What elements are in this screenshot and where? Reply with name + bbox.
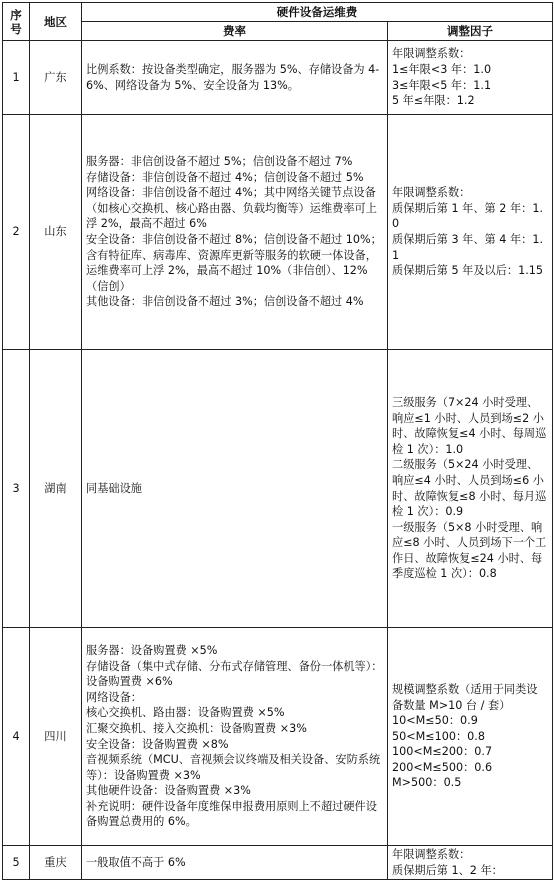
row-rate xyxy=(82,846,388,880)
header-row-2 xyxy=(3,22,553,41)
rate-line: 服务器：非信创设备不超过 5%；信创设备不超过 7% xyxy=(86,155,353,169)
table-row xyxy=(3,846,553,880)
factor-line: 质保期后第 1 年、第 2 年：1.0 xyxy=(392,201,544,231)
hardware-maintenance-table xyxy=(2,2,553,880)
factor-line: 年限调整系数： xyxy=(392,47,471,61)
row-rate xyxy=(82,41,388,115)
rate-line: 存储设备（集中式存储、分布式存储管理、备份一体机等）：设备购置费 ×6% xyxy=(86,659,383,689)
factor-line: 100<M≤200：0.7 xyxy=(392,745,493,759)
rate-line: 一般取值不高于 6% xyxy=(86,855,186,869)
rate-line: 安全设备：设备购置费 ×8% xyxy=(86,737,229,751)
row-region: 四川 xyxy=(30,628,82,846)
table-row xyxy=(3,628,553,846)
factor-line: 50<M≤100：0.8 xyxy=(392,729,485,743)
factor-line: 200<M≤500：0.6 xyxy=(392,760,493,774)
factor-line: 三级服务（7×24 小时受理、响应≤1 小时、人员到场≤2 小时、故障恢复≤4 小时、每周巡检 1 次）：1.0 xyxy=(392,395,547,456)
rate-line: 其他设备：非信创设备不超过 3%；信创设备不超过 4% xyxy=(86,295,364,309)
factor-line: 10<M≤50：0.9 xyxy=(392,714,478,728)
rate-line: 音视频系统（MCU、音视频会议终端及相关设备、安防系统等）：设备购置费 ×3% xyxy=(86,753,381,782)
header-rate: 费率 xyxy=(82,22,388,41)
row-number: 5 xyxy=(3,846,30,880)
row-factor xyxy=(388,115,553,350)
rate-line: 补充说明：硬件设备年度维保申报费用原则上不超过硬件设备购置总费用的 6%。 xyxy=(86,799,377,829)
row-factor xyxy=(388,41,553,115)
row-region: 山东 xyxy=(30,115,82,350)
factor-line: 3≤年限<5 年：1.1 xyxy=(392,78,492,92)
factor-line: M>500：0.5 xyxy=(392,776,462,790)
rate-line: 安全设备：非信创设备不超过 8%；信创设备不超过 10%；含有特征库、病毒库、资源库更新等服务的软硬一体设备，运维费率可上浮 2%，最高不超过 10%（非信创）、12%（信创） xyxy=(86,233,382,293)
row-number: 3 xyxy=(3,350,30,628)
factor-line: 年限调整系数： xyxy=(392,848,471,861)
row-number: 2 xyxy=(3,115,30,350)
factor-line: 1≤年限<3 年：1.0 xyxy=(392,62,492,76)
rate-line: 存储设备：非信创设备不超过 4%；信创设备不超过 5% xyxy=(86,170,364,184)
factor-line: 5 年≤年限：1.2 xyxy=(392,94,475,108)
rate-line: 比例系数：按设备类型确定，服务器为 5%、存储设备为 4-6%、网络设备为 5%、安全设备为 13%。 xyxy=(86,62,380,92)
rate-line: 网络设备： xyxy=(86,690,142,704)
header-seq: 序号 xyxy=(3,3,30,41)
header-factor: 调整因子 xyxy=(388,22,553,41)
rate-line: 汇聚交换机、接入交换机：设备购置费 ×3% xyxy=(86,721,307,735)
row-number: 1 xyxy=(3,41,30,115)
rate-line: 服务器：设备购置费 ×5% xyxy=(86,643,218,657)
rate-line: 网络设备：非信创设备不超过 4%；其中网络关键节点设备（如核心交换机、核心路由器、负载均衡等）运维费率可上浮 2%，最高不超过 6% xyxy=(86,186,377,231)
header-group: 硬件设备运维费 xyxy=(82,3,553,22)
row-region: 重庆 xyxy=(30,846,82,880)
row-factor xyxy=(388,628,553,846)
factor-line: 一级服务（5×8 小时受理、响应≤8 小时、人员到场下一个工作日、故障恢复≤24 小时、每季度巡检 1 次）：0.8 xyxy=(392,520,547,581)
rate-line: 同基础设施 xyxy=(86,481,142,495)
rate-line: 其他硬件设备：设备购置费 ×3% xyxy=(86,784,251,798)
table-row xyxy=(3,41,553,115)
row-rate xyxy=(82,628,388,846)
factor-line: 年限调整系数： xyxy=(392,186,471,200)
rate-line: 核心交换机、路由器：设备购置费 ×5% xyxy=(86,706,285,720)
factor-line: 质保期后第 5 年及以后：1.15 xyxy=(392,264,544,278)
row-factor xyxy=(388,846,553,880)
row-rate xyxy=(82,350,388,628)
factor-line: 质保期后第 1、2 年： xyxy=(392,863,503,877)
table-row xyxy=(3,350,553,628)
header-region: 地区 xyxy=(30,3,82,41)
row-factor xyxy=(388,350,553,628)
row-region: 湖南 xyxy=(30,350,82,628)
factor-line: 规模调整系数（适用于同类设备数量 M>10 台 / 套） xyxy=(392,682,538,712)
header-row-1 xyxy=(3,3,553,22)
row-region: 广东 xyxy=(30,41,82,115)
table-row xyxy=(3,115,553,350)
factor-line: 二级服务（5×24 小时受理、响应≤4 小时、人员到场≤6 小时、故障恢复≤8 小时、每月巡检 1 次）：0.9 xyxy=(392,458,547,519)
factor-line: 质保期后第 3 年、第 4 年：1.1 xyxy=(392,233,544,262)
row-rate xyxy=(82,115,388,350)
row-number: 4 xyxy=(3,628,30,846)
